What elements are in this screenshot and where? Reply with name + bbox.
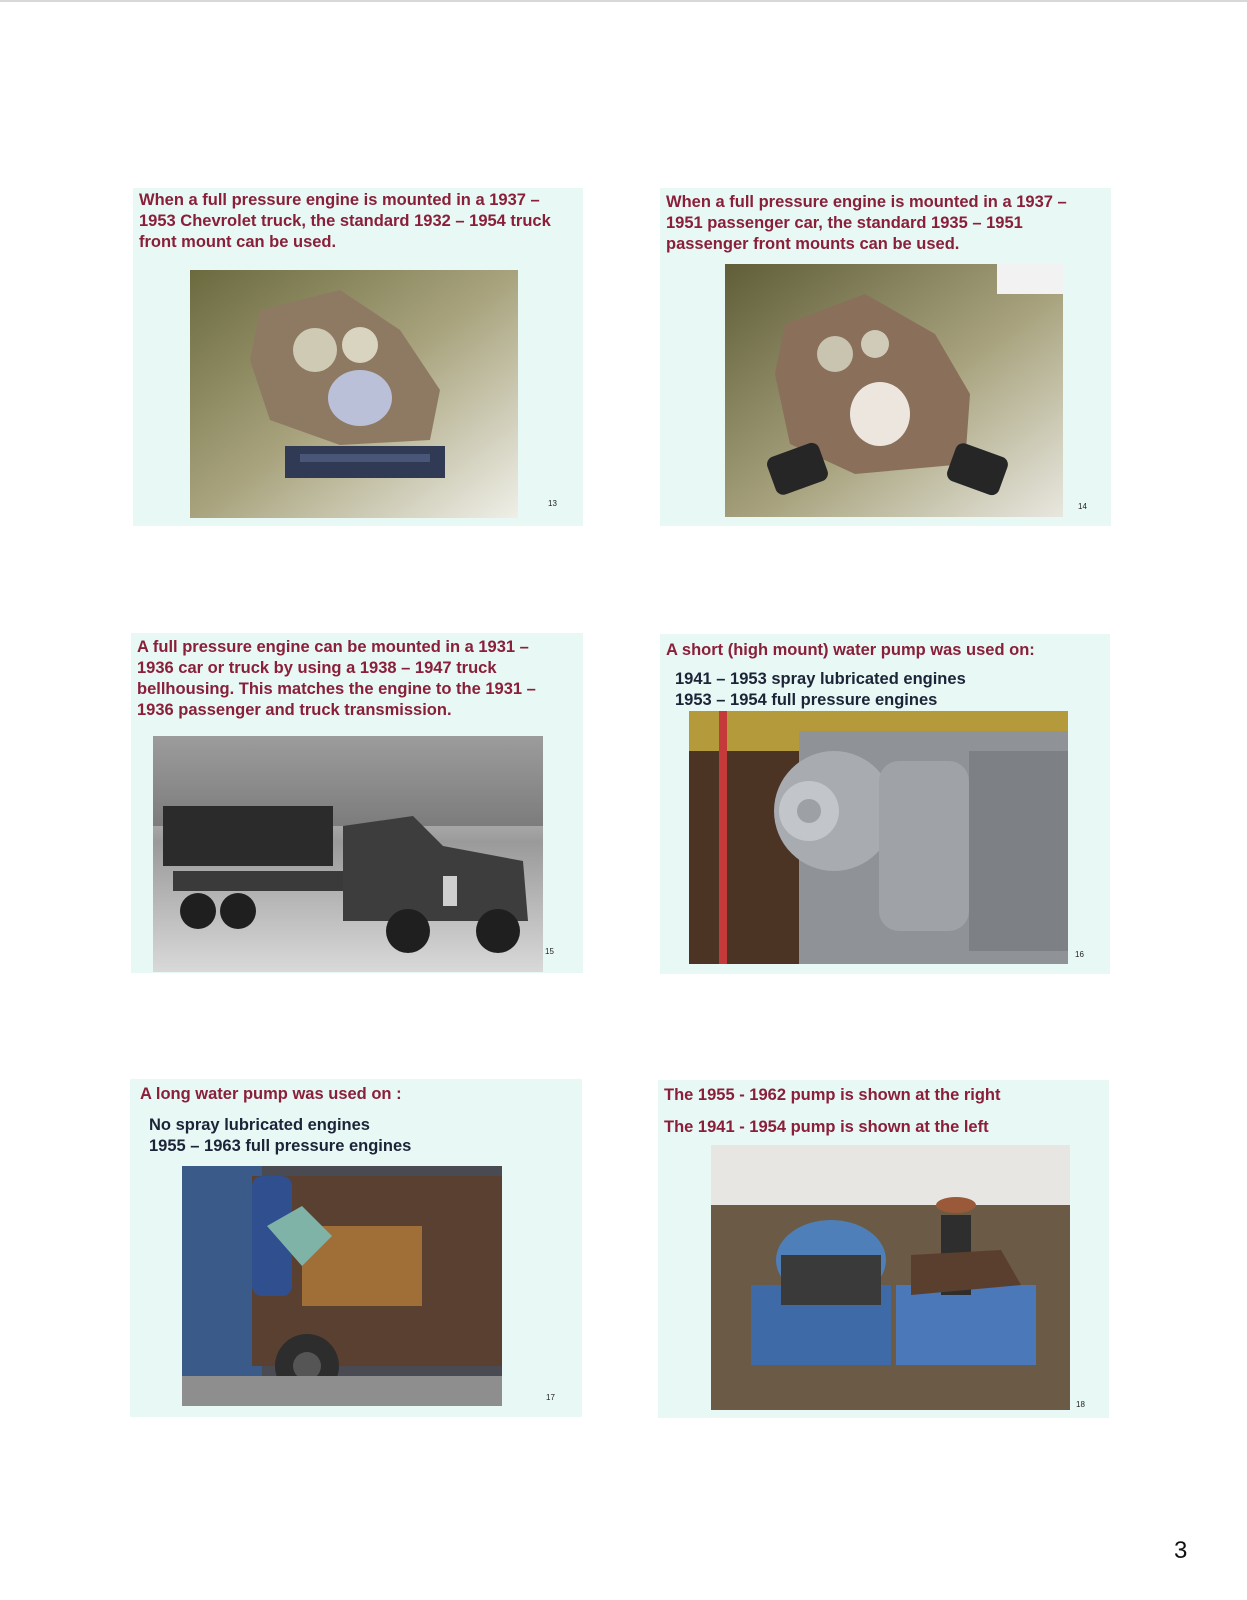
- engine-front-plate-truck-mount-photo: [190, 270, 518, 518]
- slide-number: 15: [545, 947, 554, 956]
- vintage-truck-trailer-photo: [153, 736, 543, 972]
- slide-16: [660, 634, 1110, 974]
- slide-caption: A long water pump was used on :: [140, 1085, 402, 1103]
- two-water-pumps-photo: [711, 1145, 1070, 1410]
- engine-front-plate-passenger-mounts-photo: [725, 264, 1063, 517]
- slide-number: 13: [548, 499, 557, 508]
- slide-15: [131, 633, 583, 973]
- slide-number: 18: [1076, 1400, 1085, 1409]
- slide-number: 17: [546, 1393, 555, 1402]
- long-water-pump-engine-photo: [182, 1166, 502, 1406]
- short-water-pump-photo: [689, 711, 1068, 964]
- slide-18: [658, 1080, 1109, 1418]
- slide-line: 1953 – 1954 full pressure engines: [675, 691, 938, 709]
- slide-13: [133, 188, 583, 526]
- slide-17: [130, 1079, 582, 1417]
- slide-caption: A short (high mount) water pump was used on:: [666, 641, 1035, 659]
- slide-number: 14: [1078, 502, 1087, 511]
- slide-14: [660, 188, 1111, 526]
- page-number: 3: [1174, 1537, 1188, 1564]
- slide-caption: When a full pressure engine is mounted in a 1937 – 1953 Chevrolet truck, the standard 1932 – 1954 truck front mount can be used.: [139, 191, 551, 251]
- slide-caption-2: The 1941 - 1954 pump is shown at the left: [664, 1118, 989, 1136]
- slide-caption: The 1955 - 1962 pump is shown at the right: [664, 1086, 1001, 1104]
- slide-line: 1955 – 1963 full pressure engines: [149, 1137, 412, 1155]
- scan-edge: [0, 0, 1247, 2]
- slide-line: 1941 – 1953 spray lubricated engines: [675, 670, 966, 688]
- slide-line: No spray lubricated engines: [149, 1116, 370, 1134]
- slide-caption: When a full pressure engine is mounted in a 1937 – 1951 passenger car, the standard 1935 – 1951 passenger front mounts can be used.: [666, 193, 1067, 253]
- slide-number: 16: [1075, 950, 1084, 959]
- slide-caption: A full pressure engine can be mounted in a 1931 – 1936 car or truck by using a 1938 – 1947 truck bellhousing. This matches the engine to the 1931 – 1936 passenger and truck transmission.: [137, 638, 536, 719]
